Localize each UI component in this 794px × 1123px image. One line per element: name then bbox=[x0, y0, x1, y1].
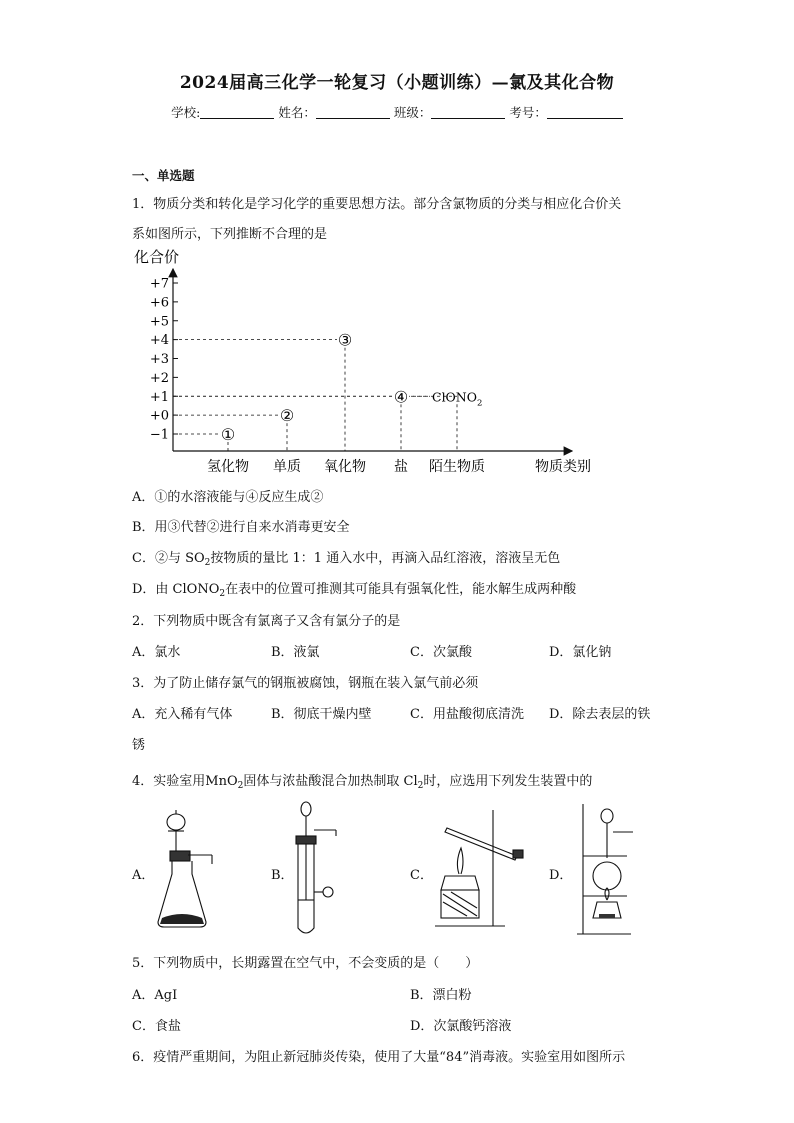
q3-option-d-wrap: 锈 bbox=[132, 738, 146, 753]
q3-stem: 3．为了防止储存氯气的钢瓶被腐蚀，钢瓶在装入氯气前必须 bbox=[132, 676, 479, 691]
q2-option-b[interactable]: B．液氯 bbox=[271, 645, 320, 660]
q3-option-a[interactable]: A．充入稀有气体 bbox=[132, 707, 233, 722]
id-label: 考号： bbox=[509, 105, 547, 120]
q4-label-d[interactable]: D． bbox=[549, 868, 573, 883]
q1-option-c-sub: 2 bbox=[204, 558, 211, 568]
q1-option-a[interactable]: A．①的水溶液能与④反应生成② bbox=[132, 490, 324, 505]
q1-option-c[interactable] bbox=[132, 547, 560, 566]
q4-stem-mid: 固体与浓盐酸混合加热制取 Cl bbox=[243, 774, 418, 789]
id-blank[interactable] bbox=[547, 106, 623, 119]
q1-option-c-post: 按物质的量比 1：1 通入水中，再滴入品红溶液，溶液呈无色 bbox=[210, 551, 561, 566]
y-tick-label: +6 bbox=[149, 295, 169, 311]
y-tick-label: +4 bbox=[149, 333, 169, 349]
y-tick-label: +5 bbox=[149, 314, 169, 330]
q5-option-a[interactable]: A．AgI bbox=[132, 988, 178, 1003]
student-info-line bbox=[0, 103, 794, 121]
q4-stem-sub2: 2 bbox=[417, 781, 424, 791]
apparatus-c-tube-heating[interactable] bbox=[433, 808, 533, 932]
q4-label-c[interactable]: C． bbox=[410, 868, 433, 883]
q4-stem-post: 时，应选用下列发生装置中的 bbox=[423, 774, 593, 789]
q3-option-b[interactable]: B．彻底干燥内壁 bbox=[271, 707, 372, 722]
q3-option-d[interactable]: D．除去表层的铁 bbox=[549, 707, 651, 722]
q1-option-d-post: 在表中的位置可推测其可能具有强氧化性，能水解生成两种酸 bbox=[225, 582, 577, 597]
y-tick-label: +0 bbox=[149, 408, 169, 424]
y-tick-label: +7 bbox=[149, 276, 169, 292]
x-category-label: 单质 bbox=[273, 459, 301, 475]
q5-option-b[interactable]: B．漂白粉 bbox=[410, 988, 472, 1003]
point-marker: ② bbox=[279, 406, 295, 426]
apparatus-b-test-tube[interactable] bbox=[290, 800, 350, 940]
point-label-sub: 2 bbox=[477, 398, 483, 409]
q1-option-d-sub: 2 bbox=[219, 589, 226, 599]
school-label: 学校: bbox=[171, 105, 201, 120]
q1-option-d-pre: D．由 ClONO bbox=[132, 582, 220, 597]
q5-option-c[interactable]: C．食盐 bbox=[132, 1019, 181, 1034]
name-blank[interactable] bbox=[316, 106, 390, 119]
apparatus-a-flask-funnel[interactable] bbox=[150, 808, 220, 932]
y-tick-label: +3 bbox=[149, 352, 169, 367]
name-label: 姓名： bbox=[278, 105, 316, 120]
q1-option-d[interactable] bbox=[132, 578, 576, 597]
x-category-label: 氧化物 bbox=[324, 459, 366, 475]
valence-class-chart bbox=[130, 244, 610, 479]
x-category-label: 陌生物质 bbox=[429, 459, 485, 475]
q4-label-b[interactable]: B． bbox=[271, 868, 294, 883]
page-title: 2024届高三化学一轮复习（小题训练）—氯及其化合物 bbox=[179, 73, 615, 93]
q4-stem-pre: 4．实验室用MnO bbox=[132, 774, 238, 789]
point-marker: ④ bbox=[393, 387, 409, 407]
q1-stem-line2: 系如图所示，下列推断不合理的是 bbox=[132, 227, 328, 242]
class-label: 班级： bbox=[393, 105, 432, 120]
y-axis-label: 化合价 bbox=[134, 248, 180, 266]
q3-option-c[interactable]: C．用盐酸彻底清洗 bbox=[410, 707, 524, 722]
y-tick-label: +2 bbox=[149, 370, 169, 386]
point-marker: ③ bbox=[337, 330, 353, 350]
x-category-label: 氢化物 bbox=[207, 459, 249, 475]
school-blank[interactable] bbox=[200, 106, 274, 119]
q4-stem bbox=[132, 770, 592, 789]
x-axis-label: 物质类别 bbox=[535, 459, 591, 475]
q4-stem-sub1: 2 bbox=[237, 781, 244, 791]
q6-stem: 6．疫情严重期间，为阻止新冠肺炎传染，使用了大量“84”消毒液。实验室用如图所示 bbox=[132, 1050, 626, 1065]
q5-stem: 5．下列物质中，长期露置在空气中，不会变质的是（ ） bbox=[132, 956, 479, 971]
q1-stem-line1: 1．物质分类和转化是学习化学的重要思想方法。部分含氯物质的分类与相应化合价关 bbox=[132, 197, 622, 212]
point-label-clono2: ClONO$_2$ bbox=[432, 389, 483, 409]
q1-option-b[interactable]: B．用③代替②进行自来水消毒更安全 bbox=[132, 520, 350, 535]
q4-label-a[interactable]: A． bbox=[132, 868, 155, 883]
point-marker: ① bbox=[220, 425, 236, 444]
y-tick-label: −1 bbox=[149, 427, 169, 443]
q2-option-a[interactable]: A．氯水 bbox=[132, 645, 181, 660]
q2-option-c[interactable]: C．次氯酸 bbox=[410, 645, 472, 660]
q2-option-d[interactable]: D．氯化钠 bbox=[549, 645, 612, 660]
y-tick-label: +1 bbox=[149, 389, 169, 405]
q5-option-d[interactable]: D．次氯酸钙溶液 bbox=[410, 1019, 512, 1034]
class-blank[interactable] bbox=[431, 106, 505, 119]
q1-option-c-pre: C．②与 SO bbox=[132, 551, 205, 566]
section-heading: 一、单选题 bbox=[132, 168, 195, 183]
apparatus-d-round-flask[interactable] bbox=[575, 800, 645, 940]
x-category-label: 盐 bbox=[394, 459, 408, 475]
q2-stem: 2．下列物质中既含有氯离子又含有氯分子的是 bbox=[132, 614, 401, 629]
